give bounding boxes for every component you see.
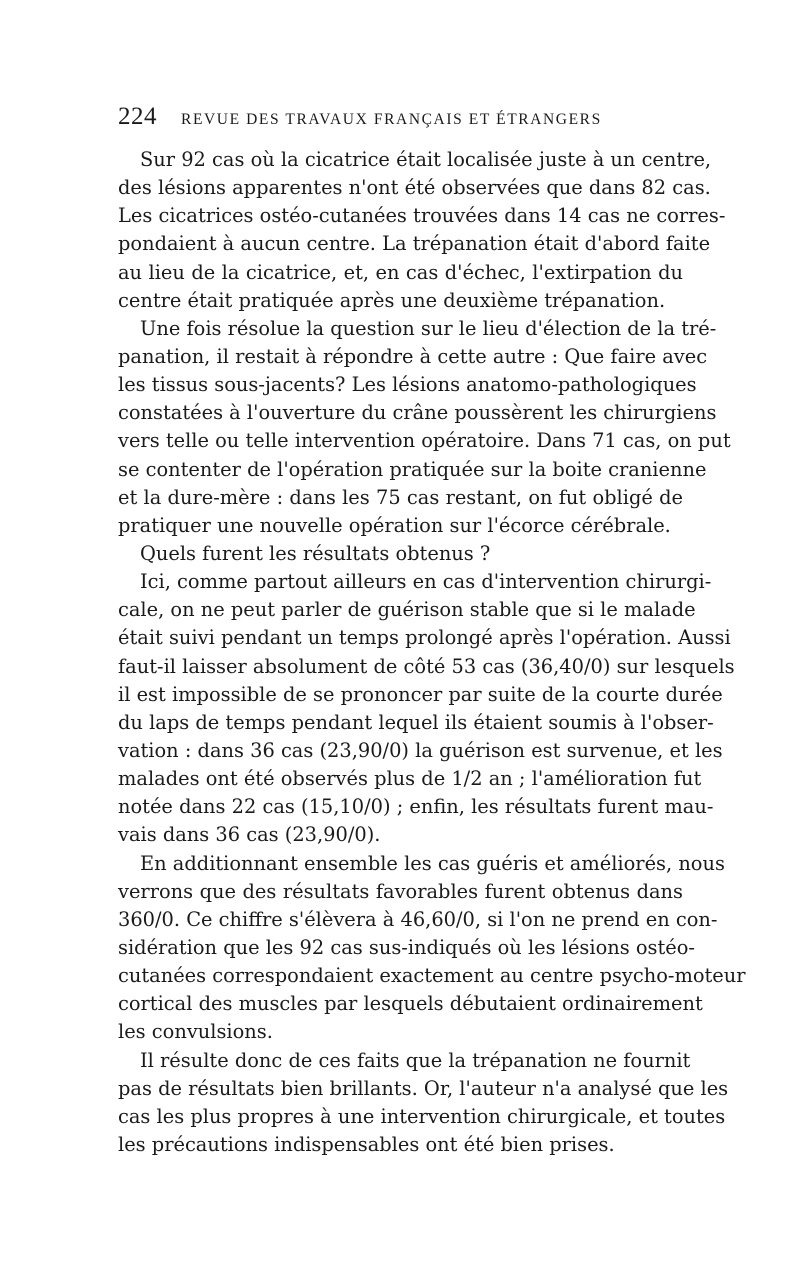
- body-text: [118, 146, 746, 1159]
- text-line: les tissus sous-jacents? Les lésions anatomo-pathologiques: [118, 373, 697, 397]
- text-line: cale, on ne peut parler de guérison stable que si le malade: [118, 598, 696, 622]
- text-line: les précautions indispensables ont été bien prises.: [118, 1132, 615, 1156]
- text-line: centre était pratiquée après une deuxième trépanation.: [118, 288, 666, 312]
- text-line: au lieu de la cicatrice, et, en cas d'échec, l'extirpation du: [118, 260, 683, 284]
- text-line: cutanées correspondaient exactement au centre psycho-moteur: [118, 964, 746, 988]
- text-line: vation : dans 36 cas (23,90/0) la guérison est survenue, et les: [118, 738, 723, 762]
- text-line: Il résulte donc de ces faits que la trépanation ne fournit: [140, 1048, 691, 1072]
- text-line: panation, il restait à répondre à cette autre : Que faire avec: [118, 344, 708, 368]
- text-line: sidération que les 92 cas sus-indiqués où les lésions ostéo-: [118, 935, 695, 959]
- text-line: Une fois résolue la question sur le lieu d'élection de la tré-: [140, 316, 717, 340]
- text-line: pas de résultats bien brillants. Or, l'auteur n'a analysé que les: [118, 1076, 729, 1100]
- text-line: des lésions apparentes n'ont été observées que dans 82 cas.: [118, 176, 711, 200]
- text-line: les convulsions.: [118, 1020, 273, 1044]
- text-line: pondaient à aucun centre. La trépanation était d'abord faite: [118, 232, 711, 256]
- text-line: Quels furent les résultats obtenus ?: [140, 541, 491, 565]
- text-line: Sur 92 cas où la cicatrice était localisée juste à un centre,: [140, 148, 712, 171]
- text-line: vers telle ou telle intervention opératoire. Dans 71 cas, on put: [118, 429, 731, 453]
- text-line: malades ont été observés plus de 1/2 an ; l'amélioration fut: [118, 767, 702, 791]
- text-line: cortical des muscles par lesquels débutaient ordinairement: [118, 992, 703, 1016]
- text-line: faut-il laisser absolument de côté 53 cas (36,40/0) sur lesquels: [118, 654, 735, 678]
- text-line: cas les plus propres à une intervention chirurgicale, et toutes: [118, 1104, 726, 1128]
- page-header: [118, 103, 688, 137]
- text-line: constatées à l'ouverture du crâne poussèrent les chirurgiens: [118, 401, 717, 425]
- text-line: Les cicatrices ostéo-cutanées trouvées dans 14 cas ne corres-: [118, 204, 726, 228]
- text-line: du laps de temps pendant lequel ils étaient soumis à l'obser-: [118, 710, 714, 734]
- text-line: notée dans 22 cas (15,10/0) ; enfin, les résultats furent mau-: [118, 795, 714, 819]
- text-line: et la dure-mère : dans les 75 cas restant, on fut obligé de: [118, 485, 683, 509]
- page-number: 224: [118, 103, 157, 130]
- text-line: se contenter de l'opération pratiquée sur la boite cranienne: [118, 457, 707, 481]
- text-line: 360/0. Ce chiffre s'élèvera à 46,60/0, si l'on ne prend en con-: [118, 907, 718, 931]
- running-title: REVUE DES TRAVAUX FRANÇAIS ET ÉTRANGERS: [181, 111, 602, 128]
- text-line: verrons que des résultats favorables furent obtenus dans: [118, 879, 683, 903]
- text-line: Ici, comme partout ailleurs en cas d'intervention chirurgi-: [140, 570, 712, 594]
- text-line: vais dans 36 cas (23,90/0).: [118, 823, 381, 847]
- text-line: pratiquer une nouvelle opération sur l'écorce cérébrale.: [118, 513, 671, 537]
- text-line: il est impossible de se prononcer par suite de la courte durée: [118, 682, 723, 706]
- text-line: En additionnant ensemble les cas guéris et améliorés, nous: [140, 851, 725, 875]
- text-line: était suivi pendant un temps prolongé après l'opération. Aussi: [118, 626, 731, 650]
